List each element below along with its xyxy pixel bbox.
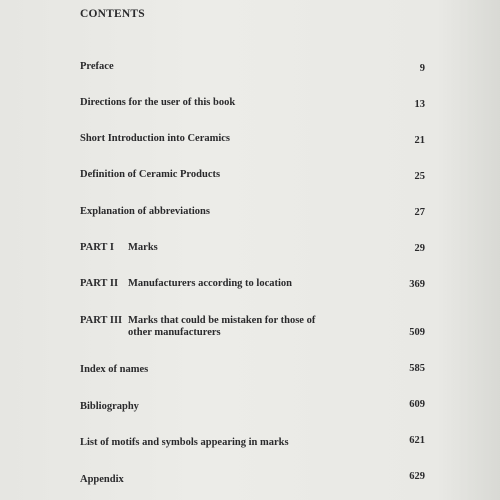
- toc-entry-part-2: [80, 278, 425, 290]
- toc-entry-page: 509: [409, 327, 425, 338]
- toc-entry-page: 629: [409, 471, 425, 482]
- toc-entry-page: 29: [414, 243, 425, 254]
- toc-entry-abbreviations: [80, 206, 425, 218]
- toc-entry-page: 369: [409, 279, 425, 290]
- toc-entry-title: Manufacturers according to location: [128, 278, 292, 289]
- toc-entry-title: List of motifs and symbols appearing in marks: [80, 437, 289, 448]
- toc-entry-title-continued: other manufacturers: [128, 327, 221, 338]
- toc-entry-part-3: [80, 315, 425, 339]
- toc-entry-title: Preface: [80, 61, 114, 72]
- toc-entry-title: Appendix: [80, 474, 124, 485]
- toc-part-label: PART II: [80, 278, 119, 289]
- toc-entry-preface: [80, 61, 425, 73]
- toc-entry-page: 13: [414, 99, 425, 110]
- toc-entry-title: Index of names: [80, 364, 149, 375]
- toc-entry-page: 585: [409, 363, 425, 374]
- toc-entry-appendix: [80, 471, 425, 486]
- contents-heading: CONTENTS: [80, 8, 145, 20]
- toc-entry-title: Marks: [128, 242, 158, 253]
- toc-entry-page: 25: [414, 171, 425, 182]
- toc-entry-page: 621: [409, 435, 425, 446]
- toc-part-label: PART I: [80, 242, 114, 253]
- toc-entry-title: Short Introduction into Ceramics: [80, 133, 231, 144]
- toc-entry-index: [80, 364, 425, 376]
- page-shadow-edge: [438, 0, 500, 500]
- toc-part-label: PART III: [80, 315, 123, 326]
- toc-entry-page: 9: [419, 63, 425, 74]
- toc-entry-definition: [80, 169, 425, 181]
- toc-entry-bibliography: [80, 401, 425, 413]
- toc-entry-title: Bibliography: [80, 401, 139, 412]
- toc-entry-directions: [80, 97, 425, 109]
- toc-entry-page: 27: [414, 207, 425, 218]
- toc-entry-title: Definition of Ceramic Products: [80, 169, 221, 180]
- toc-entry-title: Marks that could be mistaken for those of: [128, 315, 316, 326]
- toc-entry-part-1: [80, 242, 425, 254]
- toc-entry-title: Directions for the user of this book: [80, 97, 236, 108]
- toc-entry-page: 609: [409, 399, 425, 410]
- toc-entry-title: Explanation of abbreviations: [80, 206, 210, 217]
- toc-entry-motifs: [80, 437, 425, 449]
- toc-entry-introduction: [80, 133, 425, 145]
- toc-entry-page: 21: [414, 135, 425, 146]
